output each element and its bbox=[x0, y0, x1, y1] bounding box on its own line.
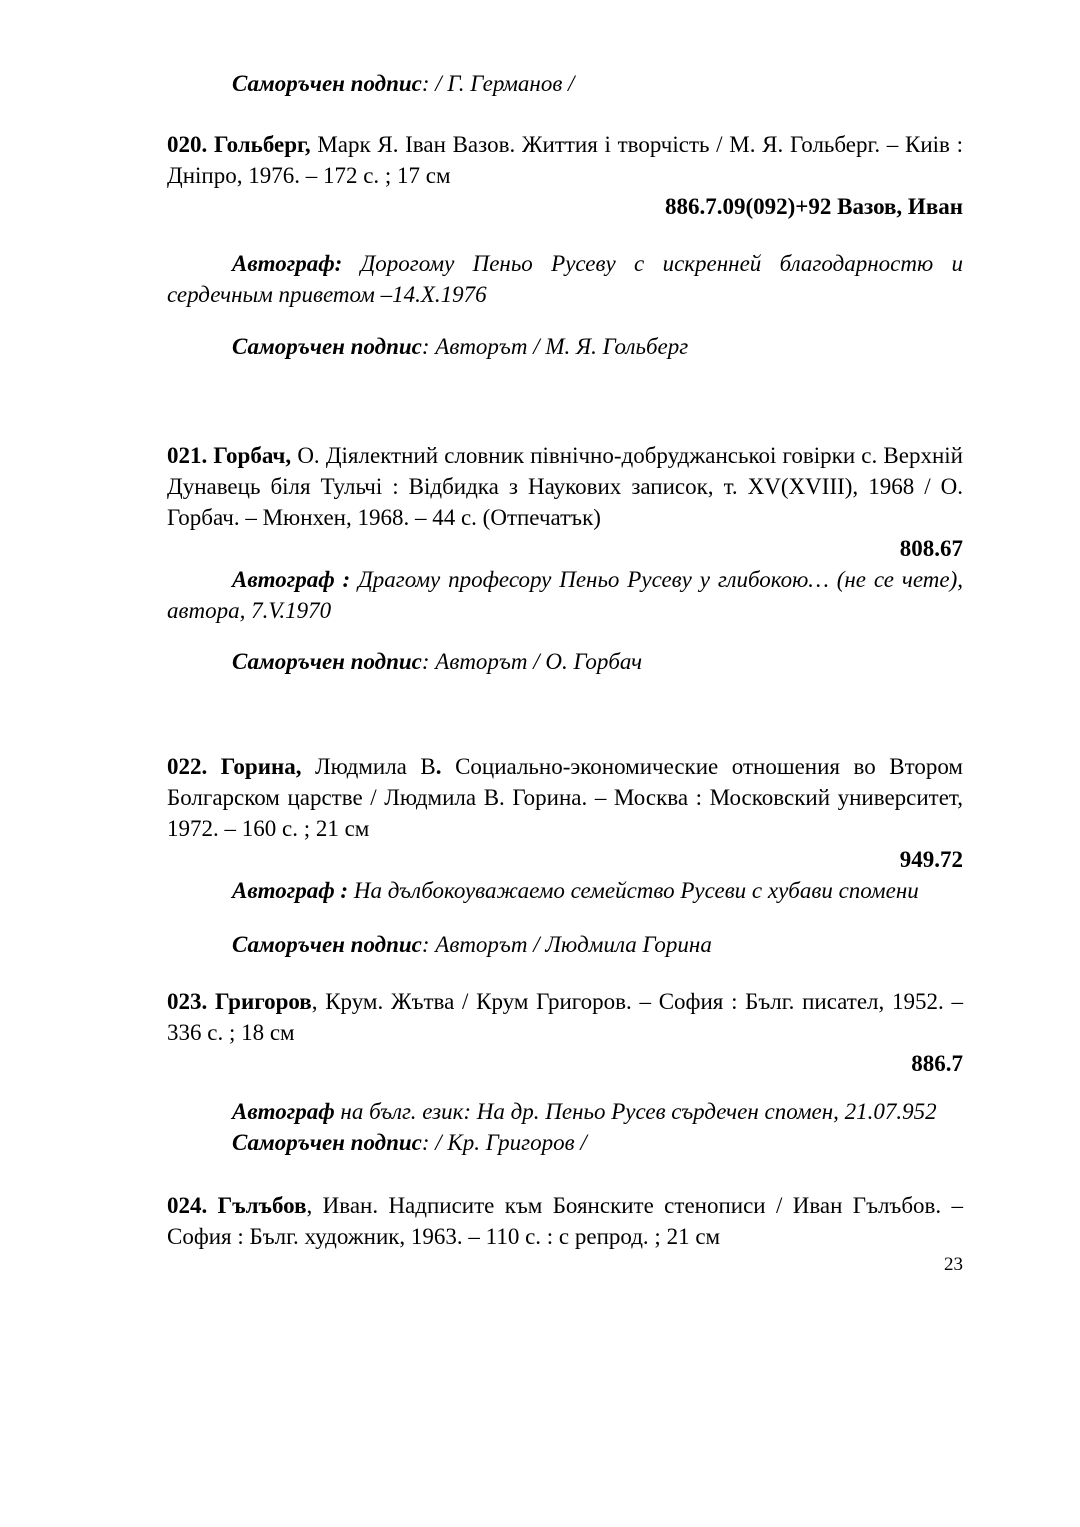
entry-022 bbox=[167, 751, 963, 844]
autograph-line bbox=[167, 564, 963, 626]
autograph-label: Автограф : bbox=[232, 567, 351, 592]
signature-text: : / Кр. Григоров / bbox=[421, 1130, 587, 1155]
signature-line bbox=[167, 68, 963, 99]
entry-heading: 020. Гольберг, bbox=[167, 132, 311, 157]
autograph-text: на бълг. език: На др. Пеньо Русев сърдечен спомен, 21.07.952 bbox=[334, 1099, 937, 1124]
entry-text: , Иван. Надписите към Боянските стенописи / Иван Гълъбов. – София : Бълг. художник, 1963. – 110 с. : с репрод. ; 21 см bbox=[167, 1193, 964, 1249]
classification-number: 886.7.09(092)+92 Вазов, Иван bbox=[664, 194, 963, 219]
autograph-label: Автограф: bbox=[232, 251, 343, 276]
signature-label: Саморъчен подпис bbox=[232, 932, 422, 957]
signature-text: : Авторът / Людмила Горина bbox=[421, 932, 712, 957]
signature-label: Саморъчен подпис bbox=[232, 71, 422, 96]
signature-line bbox=[167, 646, 963, 677]
entry-bold-dot: . bbox=[435, 754, 442, 779]
page-number: 23 bbox=[944, 1254, 963, 1275]
signature-text: : Авторът / О. Горбач bbox=[421, 649, 643, 674]
autograph-line bbox=[167, 1096, 963, 1127]
signature-label: Саморъчен подпис bbox=[232, 649, 422, 674]
entry-text: Марк Я. Іван Вазов. Життия і творчість / М. Я. Гольберг. – Киів : Дніпро, 1976. – 172 с. ; 17 см bbox=[167, 132, 963, 188]
signature-text: : Авторът / М. Я. Гольберг bbox=[421, 334, 689, 359]
entry-text: Социально-экономические отношения во Втором Болгарском царстве / Людмила В. Горина. – Москва : Московский университет, 1972. – 160 с. ; 21 см bbox=[167, 754, 963, 841]
entry-024 bbox=[167, 1190, 963, 1252]
signature-line bbox=[167, 1127, 963, 1158]
entry-heading: 022. Горина, bbox=[167, 754, 302, 779]
classification-number: 808.67 bbox=[899, 536, 963, 561]
entry-text: О. Діялектний словник північно-добруджанськоі говірки с. Верхній Дунавець біля Тульчі : Відбидка з Наукових записок, т. XV(XVIII), 1968 / О. Горбач. – Мюнхен, 1968. – 44 с. (Отпечатък) bbox=[167, 443, 963, 530]
entry-023 bbox=[167, 986, 963, 1048]
autograph-line bbox=[232, 875, 963, 906]
entry-021 bbox=[167, 440, 963, 533]
signature-text: : / Г. Германов / bbox=[421, 71, 575, 96]
autograph-label: Автограф : bbox=[232, 878, 349, 903]
signature-label: Саморъчен подпис bbox=[232, 1130, 422, 1155]
entry-heading: 024. Гълъбов bbox=[167, 1193, 307, 1218]
autograph-text: Драгому професору Пеньо Русеву у глибокою… (не се чете), автора, 7.V.1970 bbox=[167, 567, 963, 623]
entry-020 bbox=[167, 129, 963, 191]
signature-label: Саморъчен подпис bbox=[232, 334, 422, 359]
entry-heading: 023. Григоров bbox=[167, 989, 312, 1014]
autograph-text: На дълбокоуважаемо семейство Русеви с хубави спомени bbox=[348, 878, 919, 903]
classification-number: 886.7 bbox=[911, 1051, 963, 1076]
entry-heading: 021. Горбач, bbox=[167, 443, 292, 468]
classification-number: 949.72 bbox=[899, 847, 963, 872]
entry-text: Людмила В bbox=[301, 754, 436, 779]
entry-text: , Крум. Жътва / Крум Григоров. – София : Бълг. писател, 1952. – 336 с. ; 18 см bbox=[167, 989, 963, 1045]
autograph-label: Автограф bbox=[232, 1099, 335, 1124]
signature-line bbox=[167, 331, 963, 362]
signature-line bbox=[167, 929, 963, 960]
autograph-line bbox=[167, 248, 963, 310]
autograph-text: Дорогому Пеньо Русеву с искренней благодарностю и сердечным приветом –14.X.1976 bbox=[167, 251, 963, 307]
